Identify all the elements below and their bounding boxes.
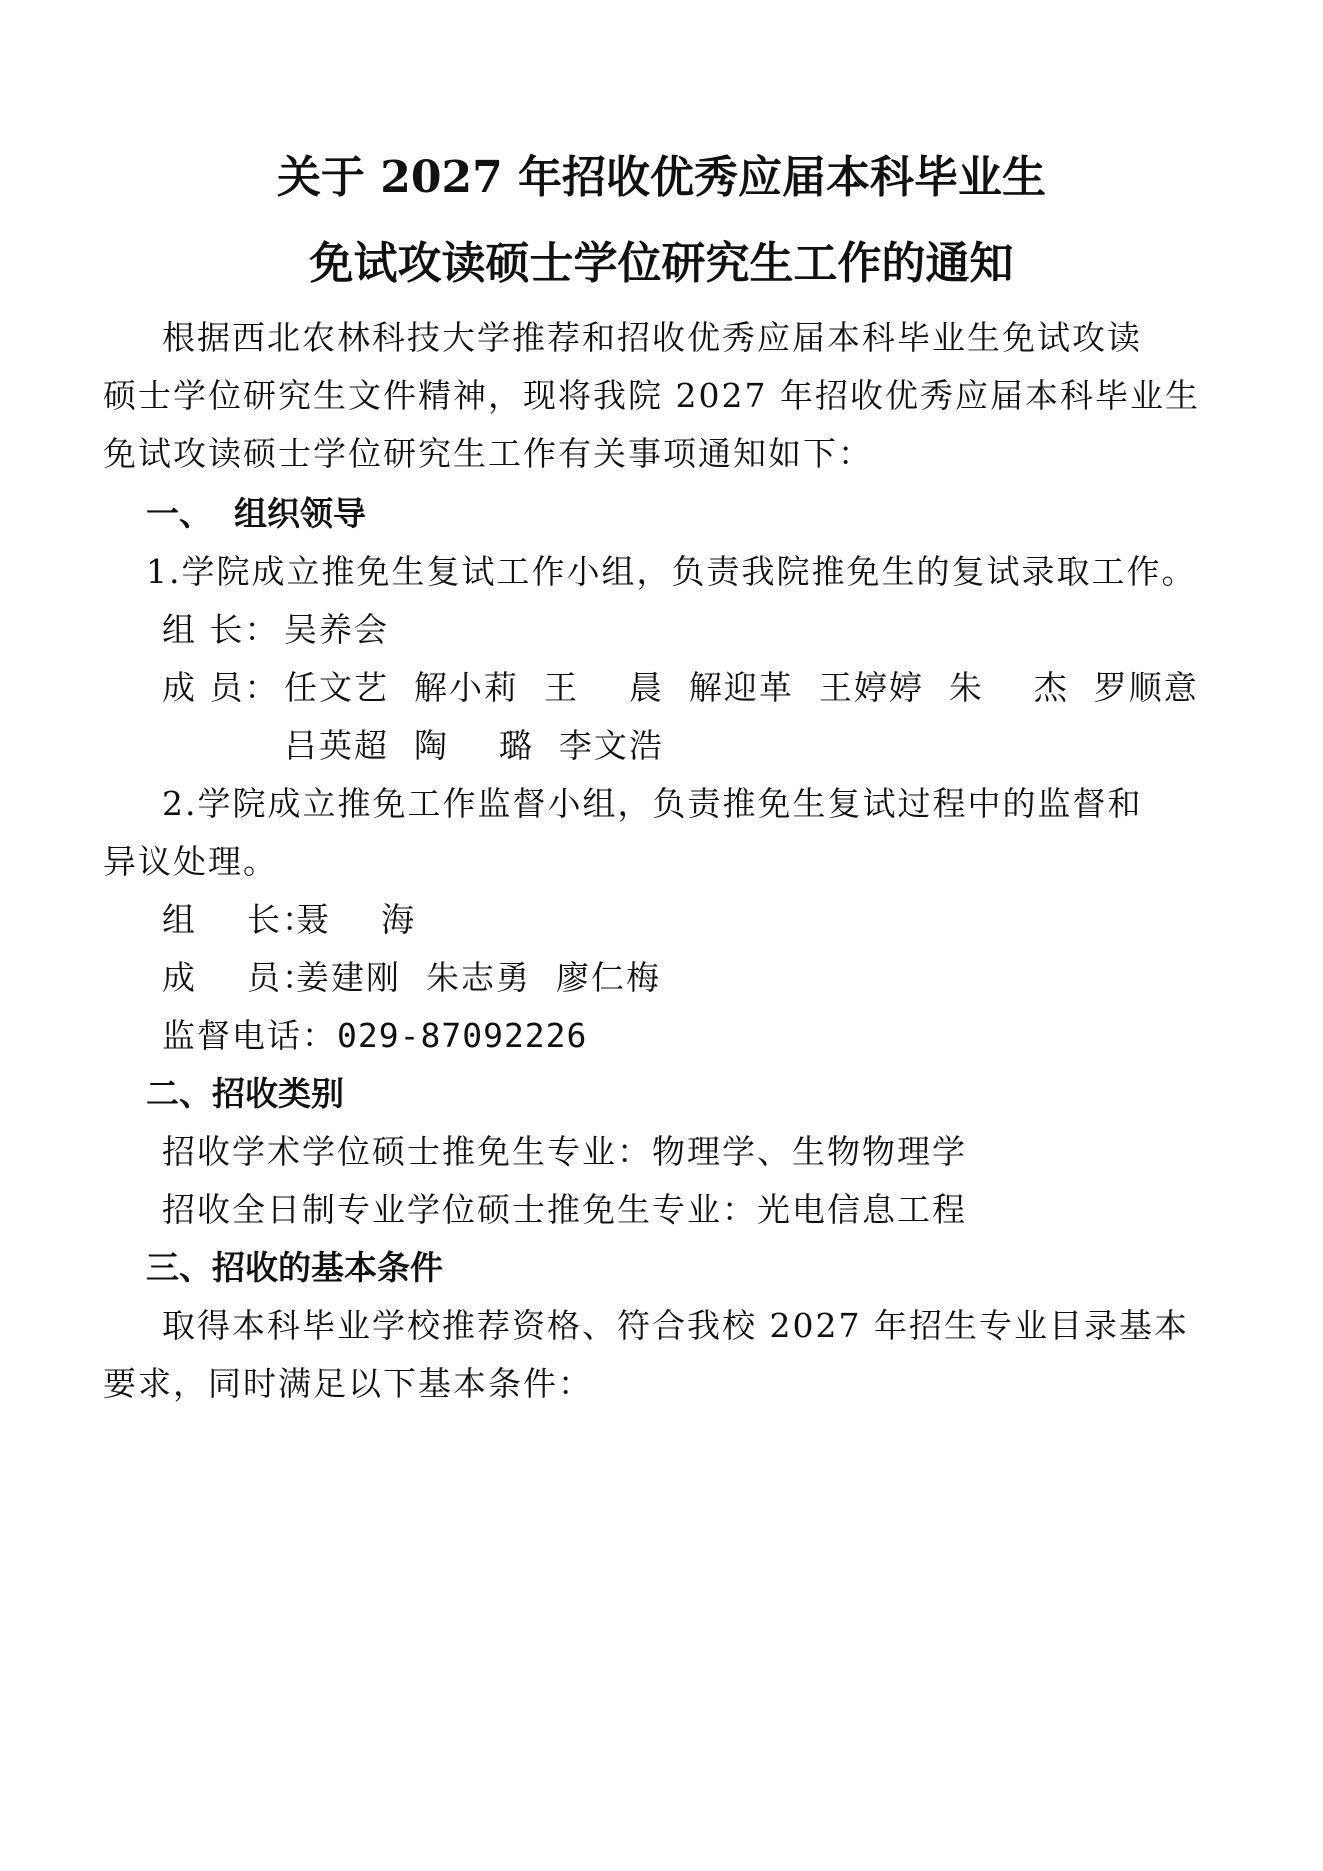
members-names-1: 任文艺 解小莉 王 晨 解迎革 王婷婷 朱 杰 罗顺意 [284,668,1199,707]
section-1-title: 组织领导 [234,494,366,533]
section-1-heading [146,492,366,536]
section-1-number: 一、 [146,494,212,533]
work-group-leader [162,608,389,652]
members-names-2: 吕英超 陶 璐 李文浩 [284,726,664,765]
intro-line-2: 硕士学位研究生文件精神，现将我院 2027 年招收优秀应届本科毕业生 [103,376,1200,415]
title-line-1: 关于 2027 年招收优秀应届本科毕业生 [276,152,1047,203]
leader-name: 吴养会 [284,610,389,649]
section-2-academic: 招收学术学位硕士推免生专业：物理学、生物物理学 [162,1132,967,1171]
intro-line-1: 根据西北农林科技大学推荐和招收优秀应届本科毕业生免试攻读 [162,318,1142,357]
work-group-members [162,666,1199,710]
supervision-leader [162,898,416,942]
leader-label: 组 长： [162,610,280,649]
members-label: 成 员： [162,668,280,707]
supervision-members [162,956,661,1000]
phone-label: 监督电话： [162,1016,337,1055]
section-1-item-1: 1.学院成立推免生复试工作小组，负责我院推免生的复试录取工作。 [146,552,1197,591]
sup-leader-name: 聂 海 [296,900,416,939]
intro-line-3: 免试攻读硕士学位研究生工作有关事项通知如下： [103,434,873,473]
section-2-heading: 二、招收类别 [146,1074,344,1113]
section-3-line-1: 取得本科毕业学校推荐资格、符合我校 2027 年招生专业目录基本 [162,1306,1189,1345]
section-1-item-2-line-1: 2.学院成立推免工作监督小组，负责推免生复试过程中的监督和 [162,784,1143,823]
supervision-phone [162,1014,587,1058]
sup-members-names: 姜建刚 朱志勇 廖仁梅 [296,958,661,997]
section-3-line-2: 要求，同时满足以下基本条件： [103,1364,593,1403]
sup-leader-label: 组 长： [162,900,317,939]
section-3-heading: 三、招收的基本条件 [146,1248,443,1287]
phone-number: 029-87092226 [337,1016,588,1055]
section-1-item-2-line-2: 异议处理。 [103,842,278,881]
sup-members-label: 成 员： [162,958,317,997]
title-line-2: 免试攻读硕士学位研究生工作的通知 [309,238,1014,289]
section-2-professional: 招收全日制专业学位硕士推免生专业：光电信息工程 [162,1190,967,1229]
